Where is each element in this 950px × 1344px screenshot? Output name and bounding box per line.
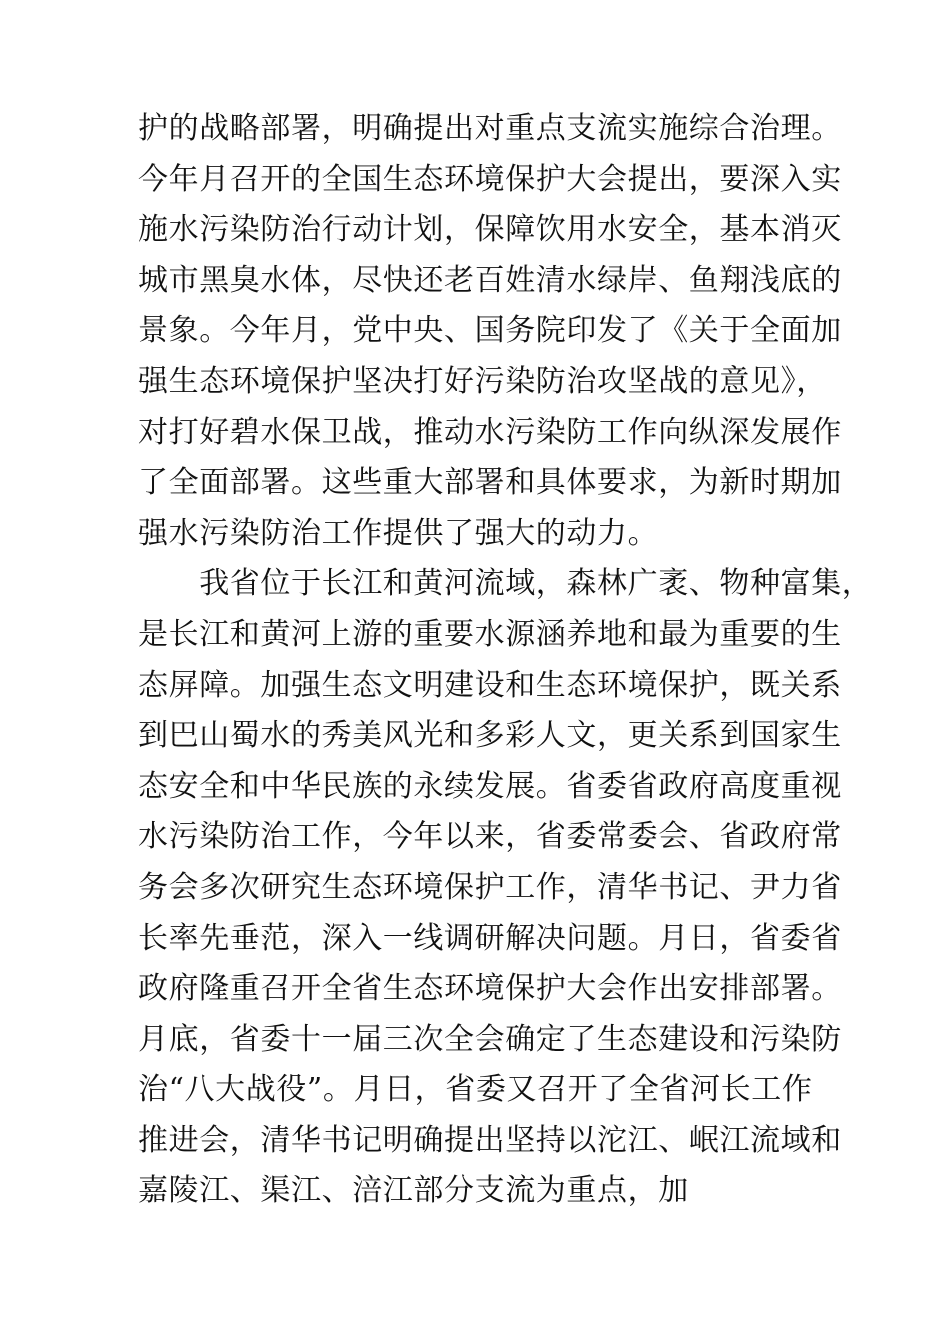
text-line: 治“八大战役”。月日，省委又召开了全省河长工作 [138,1072,813,1108]
text-line: 强生态环境保护坚决打好污染防治攻坚战的意见》， [138,363,827,399]
text-line: 今年月召开的全国生态环境保护大会提出，要深入实 [138,161,842,197]
text-line: 长率先垂范，深入一线调研解决问题。月日，省委省 [138,920,842,956]
body-text [138,104,873,1217]
text-line: 护的战略部署，明确提出对重点支流实施综合治理。 [138,111,842,146]
text-line: 景象。今年月，党中央、国务院印发了《关于全面加 [138,313,842,349]
text-line: 务会多次研究生态环境保护工作，清华书记、尹力省 [138,869,842,905]
text-line: 月底，省委十一届三次全会确定了生态建设和污染防 [138,1021,842,1057]
text-line: 到巴山蜀水的秀美风光和多彩人文，更关系到国家生 [138,718,842,754]
text-line: 推进会，清华书记明确提出坚持以沱江、岷江流域和 [138,1122,842,1158]
text-line: 强水污染防治工作提供了强大的动力。 [138,515,659,551]
text-line: 了全面部署。这些重大部署和具体要求，为新时期加 [138,465,842,501]
text-line: 态安全和中华民族的永续发展。省委省政府高度重视 [138,768,842,804]
text-line: 城市黑臭水体，尽快还老百姓清水绿岸、鱼翔浅底的 [138,262,842,298]
text-line: 嘉陵江、渠江、涪江部分支流为重点，加 [138,1173,689,1209]
text-line: 是长江和黄河上游的重要水源涵养地和最为重要的生 [138,616,842,652]
text-line: 施水污染防治行动计划，保障饮用水安全，基本消灭 [138,212,842,248]
text-line: 对打好碧水保卫战，推动水污染防工作向纵深发展作 [138,414,842,450]
text-line: 态屏障。加强生态文明建设和生态环境保护，既关系 [138,667,842,703]
text-line: 水污染防治工作，今年以来，省委常委会、省政府常 [138,819,842,855]
text-line: 我省位于长江和黄河流域，森林广袤、物种富集， [138,566,873,602]
text-line: 政府隆重召开全省生态环境保护大会作出安排部署。 [138,971,842,1007]
